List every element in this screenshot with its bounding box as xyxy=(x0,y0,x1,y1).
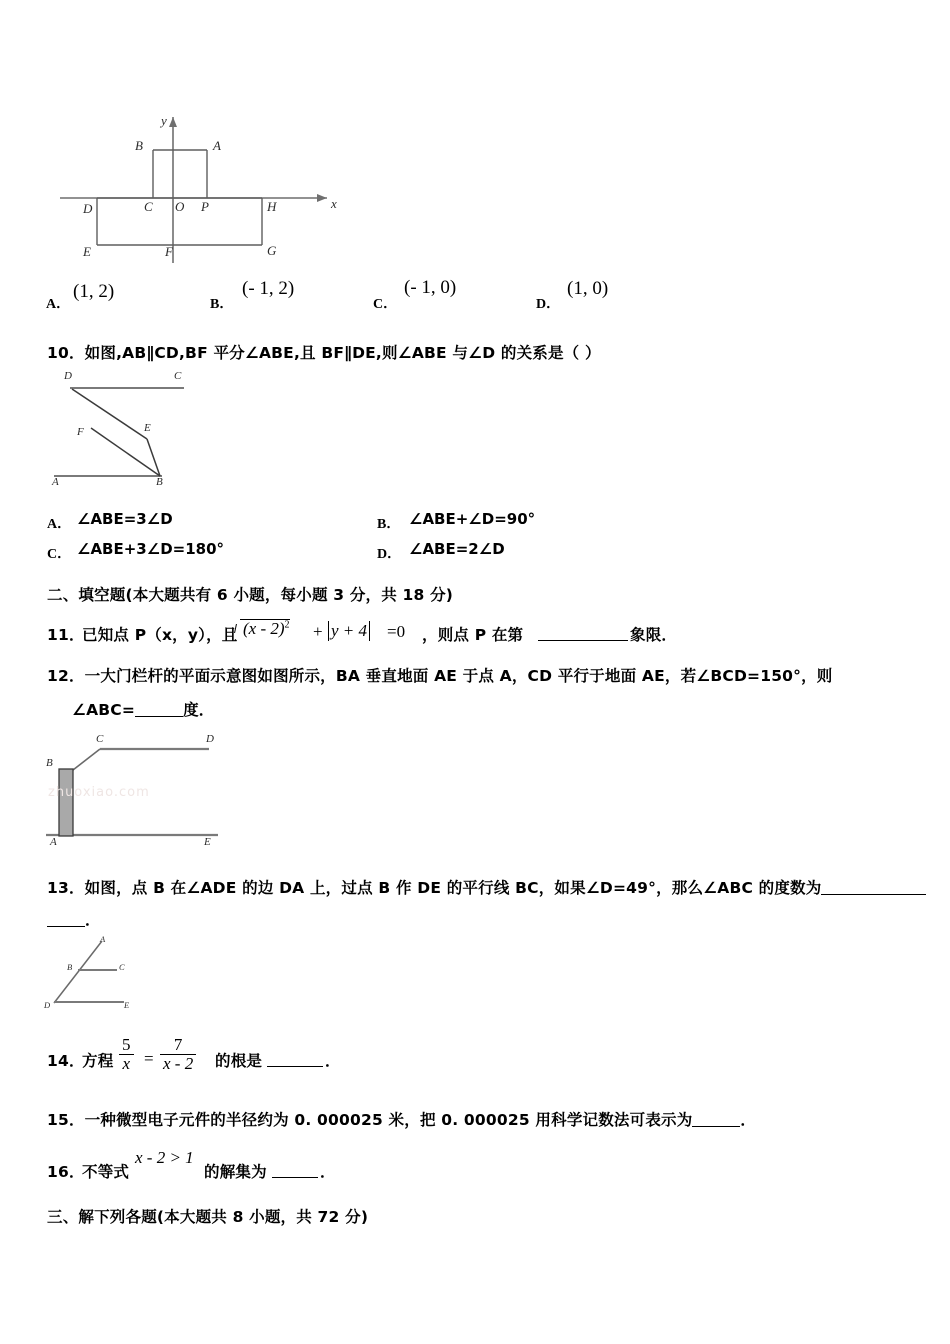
fig-label-E: E xyxy=(83,244,91,259)
q16-tail: ． xyxy=(320,1163,336,1181)
q13-answer-blank-1[interactable] xyxy=(821,878,926,895)
q12-stem-line1: 一大门栏杆的平面示意图如图所示，BA 垂直地面 AE 于点 A，CD 平行于地面 AE，若∠BCD=150°，则 xyxy=(84,667,833,685)
q14-text-pre: 方程 xyxy=(82,1052,114,1070)
q13-fig-label-E: E xyxy=(124,1000,130,1010)
q14-equals: = xyxy=(144,1049,154,1068)
q12-fig-label-E: E xyxy=(204,836,211,848)
q10-fig-label-E: E xyxy=(144,422,151,434)
fig-label-B: B xyxy=(135,138,143,153)
section3-heading: 三、解下列各题(本大题共 8 小题，共 72 分) xyxy=(47,1208,369,1226)
q16-answer-blank[interactable] xyxy=(272,1160,318,1178)
q10-option-b-text[interactable]: ∠ABE+∠D=90° xyxy=(409,510,536,528)
fig-label-A: A xyxy=(213,138,221,153)
q15-text: 一种微型电子元件的半径约为 0. 000025 米，把 0. 000025 用科学记数法可表示为 xyxy=(84,1111,693,1129)
q11-number: 11． xyxy=(47,626,85,644)
q11-text-part3: 象限． xyxy=(630,626,678,644)
q10-stem: 如图,AB∥CD,BF 平分∠ABE,且 BF∥DE,则∠ABE 与∠D 的关系是（ ） xyxy=(84,344,601,362)
q13-line1 xyxy=(47,876,926,898)
fig-label-y: y xyxy=(161,113,167,128)
q14-text-post: 的根是 xyxy=(215,1052,263,1070)
q10-options xyxy=(47,510,927,580)
fig-label-x: x xyxy=(331,196,337,211)
q12-fig-label-C: C xyxy=(96,733,104,745)
q10-fig-label-D: D xyxy=(64,370,72,382)
q10-option-a-text[interactable]: ∠ABE=3∠D xyxy=(77,510,173,528)
q10-option-d-text[interactable]: ∠ABE=2∠D xyxy=(409,540,505,558)
q14-number: 14． xyxy=(47,1052,85,1070)
q13-fig-label-D: D xyxy=(44,1000,51,1010)
q13-number: 13． xyxy=(47,879,85,897)
q9-option-b-letter: B． xyxy=(210,297,234,312)
q9-option-c-letter: C． xyxy=(373,297,398,312)
q10-fig-label-F: F xyxy=(77,426,84,438)
q11-equals-zero: =0 xyxy=(387,622,406,641)
q10-option-c-text[interactable]: ∠ABE+3∠D=180° xyxy=(77,540,225,558)
fig-label-D: D xyxy=(83,201,93,216)
q14-frac1-numerator: 5 xyxy=(122,1035,131,1054)
q14-frac1-denominator: x xyxy=(119,1054,134,1073)
q12-fig-label-A: A xyxy=(50,836,57,848)
q14-frac2-numerator: 7 xyxy=(173,1035,183,1054)
q10-stem-row xyxy=(47,341,601,363)
q10-option-a-letter: A． xyxy=(47,517,72,532)
q11-abs-expression xyxy=(328,621,370,641)
q11-abs-inner: y + 4 xyxy=(331,621,368,640)
q15-row xyxy=(47,1108,756,1130)
q13-figure-svg xyxy=(42,932,177,1014)
q12-answer-blank[interactable] xyxy=(135,700,183,717)
q10-fig-label-B: B xyxy=(156,476,163,488)
q16-text-pre: 不等式 xyxy=(82,1163,130,1181)
q9-option-b-value[interactable]: (- 1, 2) xyxy=(242,278,295,299)
q13-answer-blank-2[interactable] xyxy=(47,910,85,927)
q10-fig-label-C: C xyxy=(174,370,182,382)
q13-stem-line2: ． xyxy=(85,911,101,929)
q13-fig-label-A: A xyxy=(100,934,106,944)
q14-fraction-left xyxy=(119,1036,134,1074)
q14-fraction-right xyxy=(160,1036,196,1074)
q9-option-d-letter: D． xyxy=(536,297,561,312)
q13-line2 xyxy=(47,908,101,930)
q12-stem-line2-pre: ∠ABC= xyxy=(72,701,136,719)
q12-line2 xyxy=(72,698,214,720)
q15-answer-blank[interactable] xyxy=(692,1110,740,1127)
q13-stem-line1: 如图，点 B 在∠ADE 的边 DA 上，过点 B 作 DE 的平行线 BC，如果∠D=49°，那么∠ABC 的度数为 xyxy=(84,879,822,897)
q11-answer-blank[interactable] xyxy=(538,623,628,641)
q11-text-part2: ，则点 P 在第 xyxy=(422,626,524,644)
fig-label-H: H xyxy=(267,199,277,214)
fig-label-P: P xyxy=(201,199,209,214)
q14-answer-blank[interactable] xyxy=(267,1049,323,1067)
q9-options-row xyxy=(46,277,926,313)
q13-fig-label-C: C xyxy=(119,962,125,972)
q16-expression: x - 2 > 1 xyxy=(135,1148,194,1167)
q11-radical-exponent: 2 xyxy=(284,619,290,631)
q12-number: 12． xyxy=(47,667,85,685)
q12-stem-line2-post: 度． xyxy=(183,701,215,719)
fig-label-G: G xyxy=(267,243,277,258)
q9-option-a-letter: A． xyxy=(46,297,71,312)
q14-row xyxy=(47,1028,547,1074)
q13-figure xyxy=(42,932,177,1014)
q11-plus: + xyxy=(313,622,323,641)
q9-figure xyxy=(55,105,355,270)
q9-option-d-value[interactable]: (1, 0) xyxy=(567,278,609,299)
q12-line1 xyxy=(47,664,833,686)
q16-text-post: 的解集为 xyxy=(204,1163,267,1181)
q15-tail: ． xyxy=(740,1111,757,1129)
q10-option-d-letter: D． xyxy=(377,547,402,562)
q16-number: 16． xyxy=(47,1163,85,1181)
q12-fig-label-D: D xyxy=(206,733,214,745)
q14-tail: ． xyxy=(325,1052,341,1070)
q13-fig-label-B: B xyxy=(67,962,73,972)
q11-radical xyxy=(232,618,290,639)
q9-option-c-value[interactable]: (- 1, 0) xyxy=(404,277,457,298)
section2-heading: 二、填空题(本大题共有 6 小题，每小题 3 分，共 18 分) xyxy=(47,586,454,604)
q10-number: 10． xyxy=(47,344,85,362)
figure-watermark: zhuoxiao.com xyxy=(48,785,150,800)
fig-label-O: O xyxy=(175,199,185,214)
q14-frac2-denominator: x - 2 xyxy=(160,1054,196,1073)
q10-option-c-letter: C． xyxy=(47,547,72,562)
q10-option-b-letter: B． xyxy=(377,517,401,532)
fig-label-C: C xyxy=(144,199,153,214)
q11-row xyxy=(47,615,927,649)
q11-text-part1: 已知点 P（x，y），且 xyxy=(82,626,238,644)
q9-option-a-value[interactable]: (1, 2) xyxy=(73,281,115,302)
fig-label-F: F xyxy=(165,244,173,259)
q15-number: 15． xyxy=(47,1111,85,1129)
coordinate-plane-svg xyxy=(55,105,355,270)
q11-radical-inner: (x - 2) xyxy=(243,619,285,638)
q12-fig-label-B: B xyxy=(46,757,53,769)
q16-row xyxy=(47,1148,547,1184)
q10-figure xyxy=(52,366,252,494)
q10-fig-label-A: A xyxy=(52,476,59,488)
q12-figure xyxy=(42,727,272,857)
